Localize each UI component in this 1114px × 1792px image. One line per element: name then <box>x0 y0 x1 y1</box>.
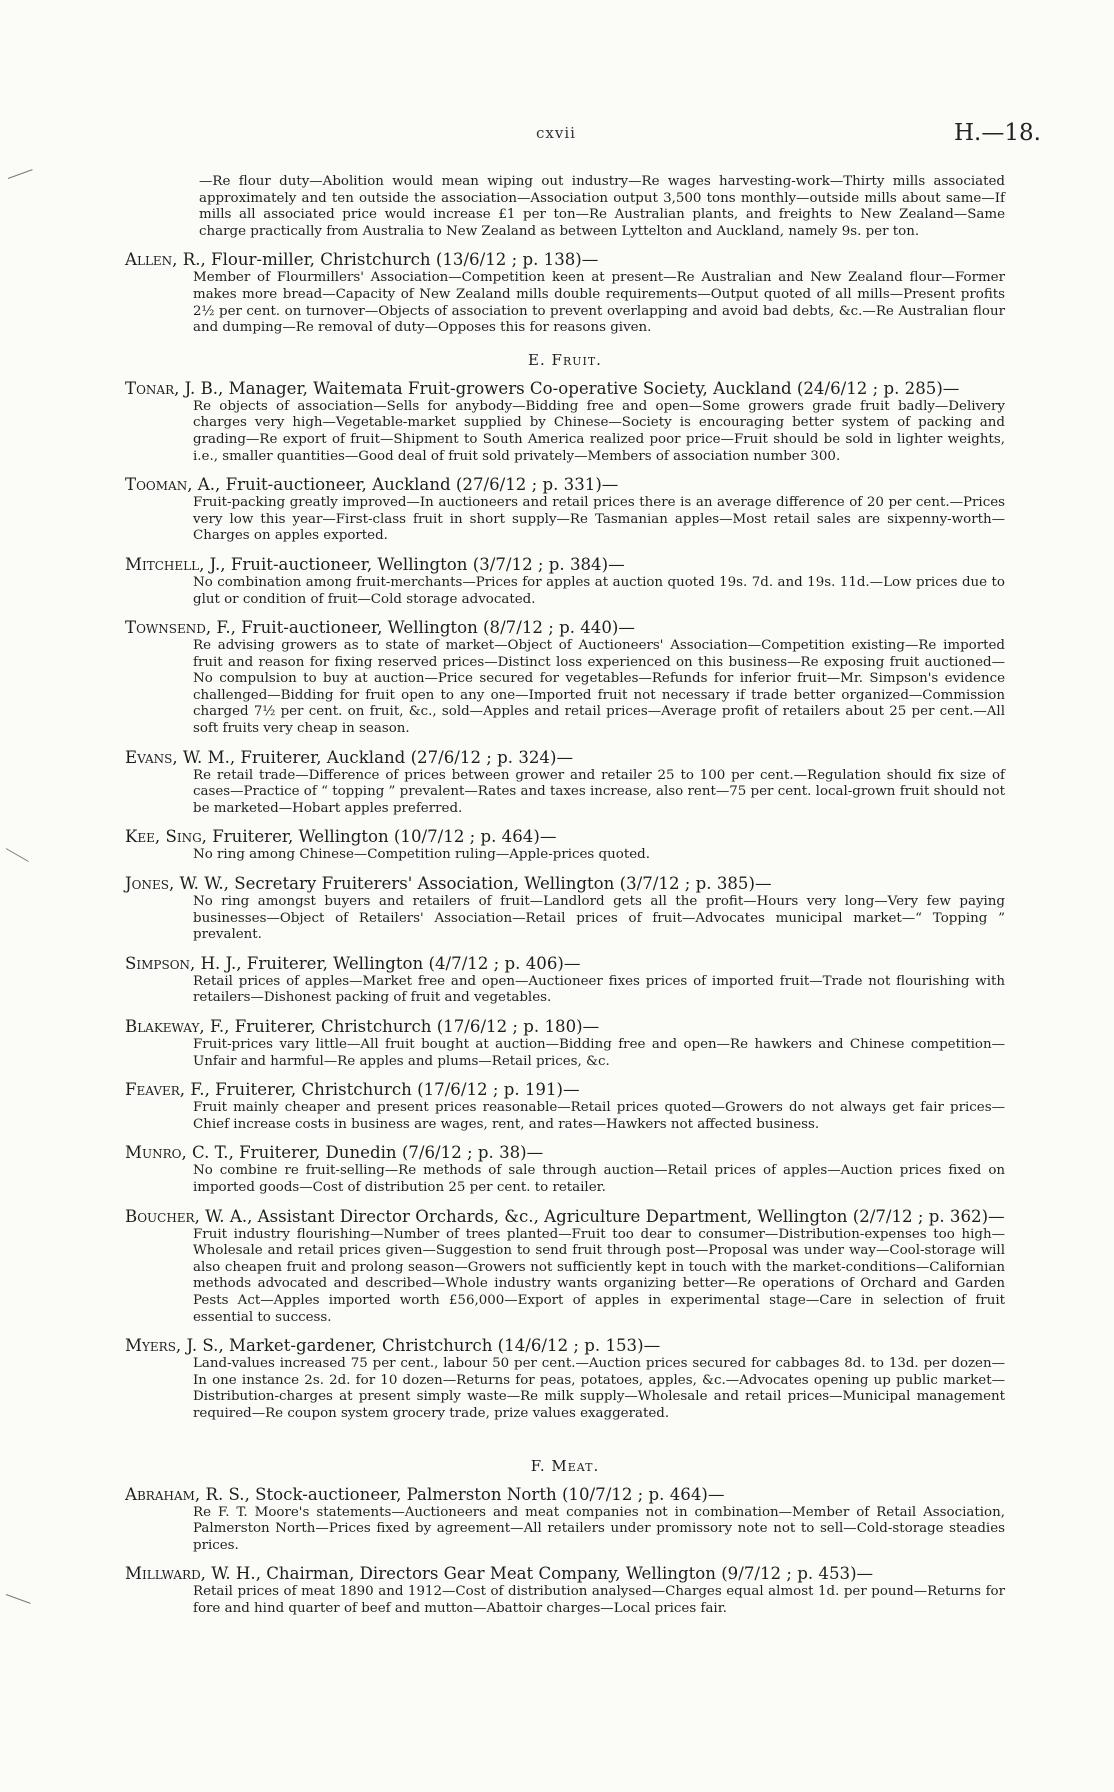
entry-summary: Retail prices of meat 1890 and 1912—Cost of distribution analysed—Charges equal almost 1d. per pound—Returns for fore and hind quarter of beef and mutton—Abattoir charges—Local prices fair. <box>193 1584 1005 1616</box>
entry-munro <box>125 1143 1005 1196</box>
continued-entry-text: —Re flour duty—Abolition would mean wiping out industry—Re wages harvesting-work—Thirty mills associated approximately and ten outside the association—Association output 3,500 tons monthly—outside mills about same—If mills all associated price would increase £1 per ton—Re Australian plants, and freights to New Zealand—Same charge practically from Australia to New Zealand as between Lyttelton and Auckland, namely 9s. per ton. <box>199 174 1005 239</box>
entry-summary: Retail prices of apples—Market free and open—Auctioneer fixes prices of imported fruit—Trade not flourishing with retailers—Dishonest packing of fruit and vegetables. <box>193 973 1005 1006</box>
entry-blakeway <box>125 1017 1005 1070</box>
witness-name: Simpson, H. J. <box>125 953 237 973</box>
entry-abraham <box>125 1485 1005 1555</box>
entry-heading <box>125 618 1005 638</box>
witness-details: , Fruiterer, Wellington (10/7/12 ; p. 464)— <box>201 827 557 847</box>
entry-summary: No ring among Chinese—Competition ruling—Apple-prices quoted. <box>193 847 650 863</box>
entry-summary: Fruit mainly cheaper and present prices reasonable—Retail prices quoted—Growers do not always get fair prices—Chief increase costs in business are wages, rent, and rates—Hawkers not affected business. <box>193 1100 1005 1132</box>
witness-name: Townsend, F. <box>125 618 231 638</box>
entry-heading <box>125 748 1005 768</box>
entry-evans <box>125 748 1005 818</box>
entry-heading <box>125 1336 1005 1356</box>
page-header <box>0 120 1114 150</box>
entry-heading <box>125 827 1005 847</box>
page-content <box>125 174 1005 1617</box>
witness-name: Jones, W. W. <box>125 874 224 894</box>
entry-heading <box>125 874 1005 894</box>
witness-details: , Flour-miller, Christchurch (13/6/12 ; p. 138)— <box>200 250 599 270</box>
entry-summary: Re retail trade—Difference of prices between grower and retailer 25 to 100 per cent.—Regulation should fix size of cases—Practice of “ topping ” prevalent—Rates and taxes increase, also rent—75 per cent. local-grown fruit should not be marketed—Hobart apples preferred. <box>193 767 1005 816</box>
entry-tooman <box>125 475 1005 545</box>
witness-name: Mitchell, J. <box>125 554 221 574</box>
witness-name: Abraham, R. S. <box>125 1484 245 1504</box>
entry-jones <box>125 874 1005 944</box>
section-heading-fruit: E. Fruit. <box>528 350 602 369</box>
entry-simpson <box>125 954 1005 1007</box>
witness-details: , Stock-auctioneer, Palmerston North (10/7/12 ; p. 464)— <box>244 1484 725 1504</box>
witness-name: Feaver, F. <box>125 1080 205 1100</box>
entry-heading <box>125 379 1005 399</box>
witness-name: Blakeway, F. <box>125 1017 225 1036</box>
entry-summary: No combine re fruit-selling—Re methods of sale through auction—Retail prices of apples—Auction prices fixed on imported goods—Cost of distribution 25 per cent. to retailer. <box>193 1163 1005 1195</box>
witness-details: , Fruit-auctioneer, Wellington (3/7/12 ; p. 384)— <box>220 554 625 574</box>
entry-mitchell <box>125 555 1005 608</box>
entry-townsend <box>125 618 1005 738</box>
entry-millward <box>125 1564 1005 1617</box>
witness-details: , Fruiterer, Dunedin (7/6/12 ; p. 38)— <box>228 1143 544 1163</box>
fruit-entries <box>125 379 1005 1423</box>
entry-summary: Land-values increased 75 per cent., labour 50 per cent.—Auction prices secured for cabbages 8d. to 13d. per dozen—In one instance 2s. 2d. for 10 dozen—Returns for peas, potatoes, apples, &c.—Advocates opening up public market—Distribution-charges at present simply waste—Re milk supply—Wholesale and retail prices—Municipal management required—Re coupon system grocery trade, prize values exaggerated. <box>193 1356 1005 1421</box>
entry-myers <box>125 1336 1005 1422</box>
margin-mark <box>6 848 29 862</box>
witness-details: , Fruit-auctioneer, Wellington (8/7/12 ; p. 440)— <box>230 618 635 638</box>
witness-name: Millward, W. H. <box>125 1564 256 1584</box>
witness-details: , Market-gardener, Christchurch (14/6/12 ; p. 153)— <box>218 1336 661 1356</box>
entry-heading <box>125 1143 1005 1163</box>
entry-heading <box>125 1564 1005 1584</box>
entry-summary: Fruit-packing greatly improved—In auctioneers and retail prices there is an average difference of 20 per cent.—Prices very low this year—First-class fruit in short supply—Re Tasmanian apples—Most retail sales are sixpenny-worth—Charges on apples exported. <box>193 495 1005 544</box>
entry-summary: No ring amongst buyers and retailers of fruit—Landlord gets all the profit—Hours very long—Very few paying businesses—Object of Retailers' Association—Retail prices of fruit—Advocates municipal market—“ Topping ” prevalent. <box>193 894 1005 943</box>
entry-heading <box>125 250 1005 270</box>
entry-summary: Fruit industry flourishing—Number of trees planted—Fruit too dear to consumer—Distribution-expenses too high—Wholesale and retail prices given—Suggestion to send fruit through post—Proposal was under way—Cool-storage will also cheapen fruit and prolong season—Growers not sufficiently kept in touch with the market-conditions—Californian methods advocated and described—Whole industry wants organizing better—Re operations of Orchard and Garden Pests Act—Apples imported worth £56,000—Export of apples in experimental stage—Care in selection of fruit essential to success. <box>193 1226 1005 1325</box>
entry-heading <box>125 1207 1005 1227</box>
witness-details: , Assistant Director Orchards, &c., Agriculture Department, Wellington (2/7/12 ; p. 362)— <box>247 1206 1005 1226</box>
witness-details: , Secretary Fruiterers' Association, Wellington (3/7/12 ; p. 385)— <box>223 874 772 894</box>
witness-name: Tooman, A. <box>125 475 216 495</box>
witness-name: Kee, Sing <box>125 827 202 847</box>
witness-name: Munro, C. T. <box>125 1143 229 1163</box>
witness-name: Tonar, J. B. <box>125 378 219 398</box>
entry-summary: Re objects of association—Sells for anybody—Bidding free and open—Some growers grade fruit badly—Delivery charges very high—Vegetable-market supplied by Chinese—Society is encouraging better system of packing and grading—Re export of fruit—Shipment to South America realized poor price—Fruit should be sold in lighter weights, i.e., smaller quantities—Good deal of fruit sold privately—Members of association number 300. <box>193 398 1005 464</box>
entry-heading <box>125 954 1005 974</box>
entry-heading <box>125 1080 1005 1100</box>
witness-details: , Fruiterer, Auckland (27/6/12 ; p. 324)— <box>229 747 574 767</box>
page-number: cxvii <box>536 124 576 142</box>
margin-mark <box>6 1594 31 1604</box>
document-reference: H.—18. <box>954 120 1041 146</box>
entry-heading <box>125 1485 1005 1505</box>
witness-name: Boucher, W. A. <box>125 1206 248 1226</box>
margin-mark <box>8 169 33 179</box>
entry-kee <box>125 827 1005 864</box>
entry-heading <box>125 1017 1005 1037</box>
witness-name: Myers, J. S. <box>125 1336 219 1356</box>
entry-summary: Fruit-prices vary little—All fruit bought at auction—Bidding free and open—Re hawkers and Chinese competition—Unfair and harmful—Re apples and plums—Retail prices, &c. <box>193 1037 1005 1069</box>
entry-summary: No combination among fruit-merchants—Prices for apples at auction quoted 19s. 7d. and 19s. 11d.—Low prices due to glut or condition of fruit—Cold storage advocated. <box>193 574 1005 607</box>
witness-details: , Fruiterer, Christchurch (17/6/12 ; p. 191)— <box>204 1080 580 1100</box>
entry-boucher <box>125 1207 1005 1327</box>
entry-summary: Member of Flourmillers' Association—Competition keen at present—Re Australian and New Zealand flour—Former makes more bread—Capacity of New Zealand mills double requirements—Output quoted of all mills—Present profits 2½ per cent. on turnover—Objects of association to prevent overlapping and avoid bad debts, &c.—Re Australian flour and dumping—Re removal of duty—Opposes this for reasons given. <box>193 270 1005 336</box>
entry-feaver <box>125 1080 1005 1133</box>
entry-tonar <box>125 379 1005 465</box>
section-heading-meat: F. Meat. <box>530 1456 600 1475</box>
entry-allen <box>125 250 1005 336</box>
entry-heading <box>125 555 1005 575</box>
entry-summary: Re F. T. Moore's statements—Auctioneers and meat companies not in combination—Member of Retail Association, Palmerston North—Prices fixed by agreement—All retailers under promissory note not to sell—Cold-storage steadies prices. <box>193 1504 1005 1553</box>
entry-heading <box>125 475 1005 495</box>
meat-entries <box>125 1485 1005 1618</box>
witness-name: Allen, R. <box>125 250 201 270</box>
entry-summary: Re advising growers as to state of market—Object of Auctioneers' Association—Competition existing—Re imported fruit and reason for fixing reserved prices—Distinct loss experienced on this business—Re exposing fruit auctioned—No compulsion to buy at auction—Price secured for vegetables—Refunds for inferior fruit—Mr. Simpson's evidence challenged—Bidding for fruit open to any one—Imported fruit not necessary if trade better organized—Commission charged 7½ per cent. on fruit, &c., sold—Apples and retail prices—Average profit of retailers about 25 per cent.—All soft fruits very cheap in season. <box>193 638 1005 737</box>
witness-details: , Fruiterer, Wellington (4/7/12 ; p. 406)— <box>236 953 581 973</box>
witness-details: , Fruiterer, Christchurch (17/6/12 ; p. 180)— <box>224 1017 600 1036</box>
witness-details: , Fruit-auctioneer, Auckland (27/6/12 ; p. 331)— <box>215 475 619 495</box>
witness-details: , Manager, Waitemata Fruit-growers Co-operative Society, Auckland (24/6/12 ; p. 285)— <box>218 378 960 398</box>
witness-name: Evans, W. M. <box>125 747 230 767</box>
witness-details: , Chairman, Directors Gear Meat Company, Wellington (9/7/12 ; p. 453)— <box>255 1564 874 1584</box>
